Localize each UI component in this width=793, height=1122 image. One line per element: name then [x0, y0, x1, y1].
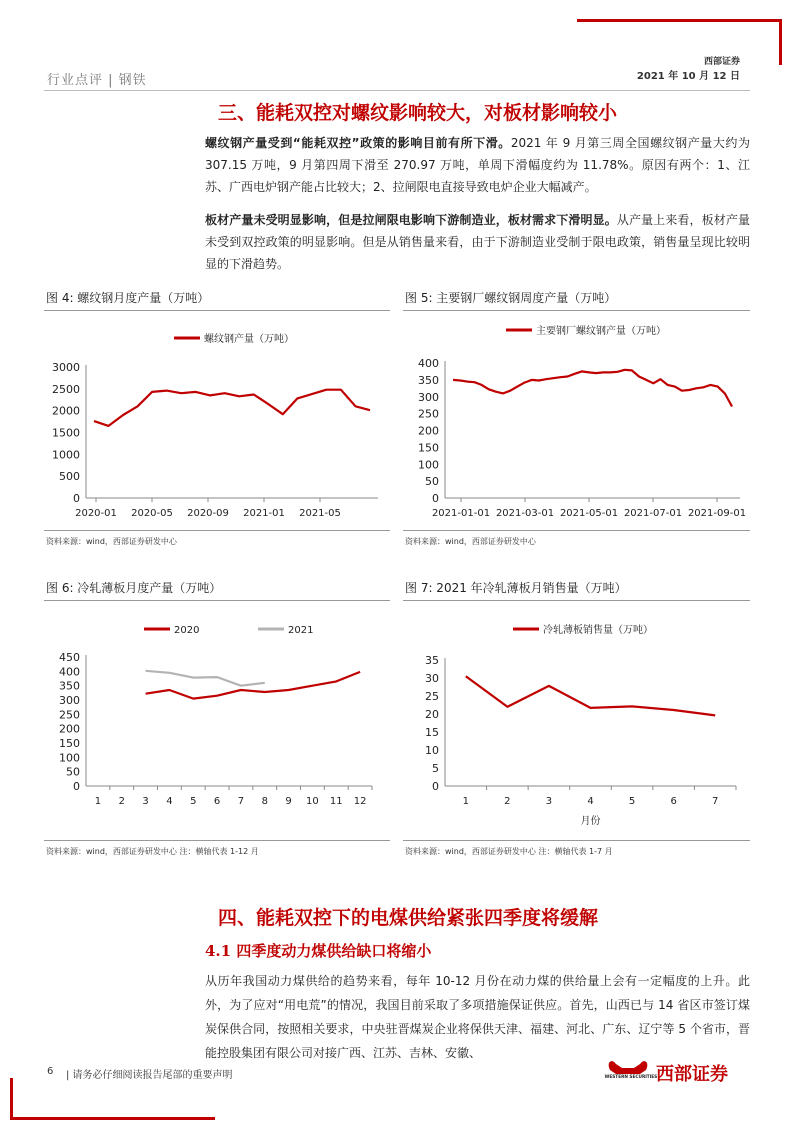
y-tick-label: 1500	[52, 426, 80, 440]
y-tick-label: 50	[66, 765, 80, 779]
legend-label: 主要钢厂螺纹钢产量（万吨）	[536, 326, 666, 337]
y-tick-label: 250	[59, 708, 80, 722]
y-tick-label: 350	[59, 679, 80, 693]
fig7-chart	[403, 602, 750, 838]
x-tick-label: 2021-01	[243, 508, 285, 519]
paragraph-1-lead: 螺纹钢产量受到“能耗双控”政策的影响目前有所下滑。	[205, 136, 511, 150]
series-line	[94, 390, 370, 426]
y-tick-label: 10	[425, 744, 439, 757]
x-tick-label: 2021-07-01	[623, 508, 683, 519]
x-tick-label: 4	[166, 796, 173, 807]
legend-label: 冷轧薄板销售量（万吨）	[543, 625, 653, 636]
x-tick-label: 2020-05	[131, 508, 173, 519]
legend-label: 2020	[174, 625, 200, 636]
section3-title: 三、能耗双控对螺纹影响较大，对板材影响较小	[218, 102, 618, 124]
section4-subtitle: 4.1 四季度动力煤供给缺口将缩小	[205, 942, 432, 960]
x-tick-label: 2021-09-01	[687, 508, 747, 519]
legend-label: 2021	[288, 625, 314, 636]
x-tick-label: 2	[504, 796, 511, 807]
y-tick-label: 200	[59, 722, 80, 736]
y-tick-label: 100	[418, 458, 439, 472]
fig5-source: 资料来源：wind，西部证券研发中心	[405, 537, 536, 546]
y-tick-label: 3000	[52, 361, 80, 374]
section3-paragraph-2	[205, 209, 750, 275]
y-tick-label: 400	[418, 357, 439, 370]
x-tick-label: 3	[545, 796, 553, 807]
corner-decoration-top	[577, 19, 782, 65]
x-tick-label: 5	[628, 796, 636, 807]
series-line	[146, 671, 265, 686]
x-tick-label: 2020-09	[187, 508, 229, 519]
fig6-top-rule	[44, 600, 390, 601]
y-tick-label: 2000	[52, 404, 80, 418]
y-tick-label: 1000	[52, 448, 80, 462]
header-brand: 西部证券	[703, 57, 740, 67]
fig6-bottom-rule	[44, 840, 390, 841]
x-tick-label: 5	[190, 796, 197, 807]
x-tick-label: 6	[213, 796, 221, 807]
y-tick-label: 0	[432, 492, 439, 505]
fig7-title: 图 7: 2021 年冷轧薄板月销售量（万吨）	[405, 581, 627, 595]
y-tick-label: 20	[425, 708, 439, 721]
section3-paragraph-1	[205, 132, 750, 198]
y-tick-label: 200	[418, 424, 439, 438]
x-tick-label: 3	[142, 796, 149, 807]
fig5-bottom-rule	[403, 530, 750, 531]
y-tick-label: 400	[59, 665, 80, 679]
fig6-source: 资料来源：wind，西部证券研发中心 注：横轴代表 1-12 月	[46, 847, 259, 856]
y-tick-label: 35	[425, 654, 439, 667]
fig6-chart	[44, 602, 390, 838]
fig5-title: 图 5: 主要钢厂螺纹钢周度产量（万吨）	[405, 291, 617, 305]
series-line	[466, 676, 715, 715]
y-tick-label: 0	[432, 780, 439, 793]
corner-decoration-bottom	[10, 1078, 215, 1120]
fig4-source: 资料来源：wind，西部证券研发中心	[46, 537, 177, 546]
fig4-top-rule	[44, 310, 390, 311]
fig5-top-rule	[403, 310, 750, 311]
y-tick-label: 15	[425, 726, 439, 739]
fig4-title: 图 4: 螺纹钢月度产量（万吨）	[46, 291, 210, 305]
y-tick-label: 350	[418, 373, 439, 387]
x-tick-label: 7	[237, 796, 245, 807]
x-tick-label: 8	[261, 796, 268, 807]
y-tick-label: 50	[425, 475, 439, 489]
fig6-title: 图 6: 冷轧薄板月度产量（万吨）	[46, 581, 222, 595]
y-tick-label: 150	[59, 737, 80, 750]
x-tick-label: 2021-01-01	[431, 508, 491, 519]
y-tick-label: 5	[432, 762, 439, 775]
y-tick-label: 500	[59, 470, 80, 484]
report-date: 2021 年 10 月 12 日	[636, 71, 740, 82]
logo-chinese-text: 西部证券	[656, 1064, 728, 1085]
fig4-chart	[44, 312, 390, 528]
x-tick-label: 7	[712, 796, 719, 807]
x-tick-label: 2021-03-01	[495, 508, 555, 519]
section4-paragraph-1: 从历年我国动力煤供给的趋势来看，每年 10-12 月份在动力煤的供给量上会有一定幅度的上升。此外，为了应对“用电荒”的情况，我国目前采取了多项措施保证供应。首先，山西已与 14 省区市签订煤炭保供合同，按照相关要求，中央驻晋煤炭企业将保供天津、福建、河北、广东、辽宁等 5 个省市，晋能控股集团有限公司对接广西、江苏、吉林、安徽、	[205, 974, 750, 1060]
fig4-bottom-rule	[44, 530, 390, 531]
x-tick-label: 12	[353, 796, 367, 807]
fig7-top-rule	[403, 600, 750, 601]
x-tick-label: 2	[118, 796, 125, 807]
x-tick-label: 10	[306, 796, 319, 807]
footer-logo	[604, 1056, 658, 1084]
paragraph-2-body: 从产量上来看，板材产量未受到双控政策的明显影响。但是从销售量来看，由于下游制造业受制于限电政策，销售量呈现比较明显的下滑趋势。	[205, 213, 750, 271]
x-tick-label: 6	[670, 796, 677, 807]
y-tick-label: 250	[418, 407, 439, 421]
y-tick-label: 2500	[52, 382, 80, 396]
paragraph-2-lead: 板材产量未受明显影响，但是拉闸限电影响下游制造业，板材需求下滑明显。	[205, 213, 617, 227]
y-tick-label: 0	[73, 780, 80, 793]
y-tick-label: 100	[59, 751, 80, 765]
section4-title: 四、能耗双控下的电煤供给紧张四季度将缓解	[218, 907, 599, 929]
fig7-bottom-rule	[403, 840, 750, 841]
y-tick-label: 450	[59, 651, 80, 664]
x-tick-label: 2021-05	[299, 508, 341, 519]
paragraph-1-body: 2021 年 9 月第三周全国螺纹钢产量大约为 307.15 万吨，9 月第四周下滑至 270.97 万吨，单周下滑幅度约为 11.78%。原因有两个：1、江苏、广西电炉钢产能占比较大；2、拉闸限电直接导致电炉企业大幅减产。	[205, 136, 750, 194]
x-tick-label: 11	[329, 796, 343, 807]
y-tick-label: 0	[73, 492, 80, 505]
series-line	[453, 370, 732, 407]
y-tick-label: 30	[425, 672, 439, 685]
y-tick-label: 300	[59, 694, 80, 707]
logo-english-text: WESTERN SECURITIES	[604, 1074, 658, 1080]
x-tick-label: 1	[94, 796, 102, 807]
page-number: 6	[47, 1066, 54, 1077]
fig5-chart	[403, 312, 750, 528]
x-tick-label: 2020-01	[75, 508, 117, 519]
y-tick-label: 150	[418, 441, 439, 455]
fig7-source: 资料来源：wind，西部证券研发中心 注：横轴代表 1-7 月	[405, 847, 613, 856]
legend-label: 螺纹钢产量（万吨）	[204, 334, 294, 345]
bull-logo-icon	[604, 1056, 652, 1084]
footer-disclaimer: | 请务必仔细阅读报告尾部的重要声明	[66, 1070, 233, 1081]
x-axis-label: 月份	[580, 816, 601, 827]
report-category: 行业点评 | 钢铁	[47, 73, 147, 88]
x-tick-label: 4	[587, 796, 594, 807]
y-tick-label: 300	[418, 390, 439, 404]
header-divider	[44, 90, 750, 91]
x-tick-label: 2021-05-01	[559, 508, 619, 519]
y-tick-label: 25	[425, 690, 439, 703]
x-tick-label: 1	[462, 796, 469, 807]
x-tick-label: 9	[285, 796, 292, 807]
